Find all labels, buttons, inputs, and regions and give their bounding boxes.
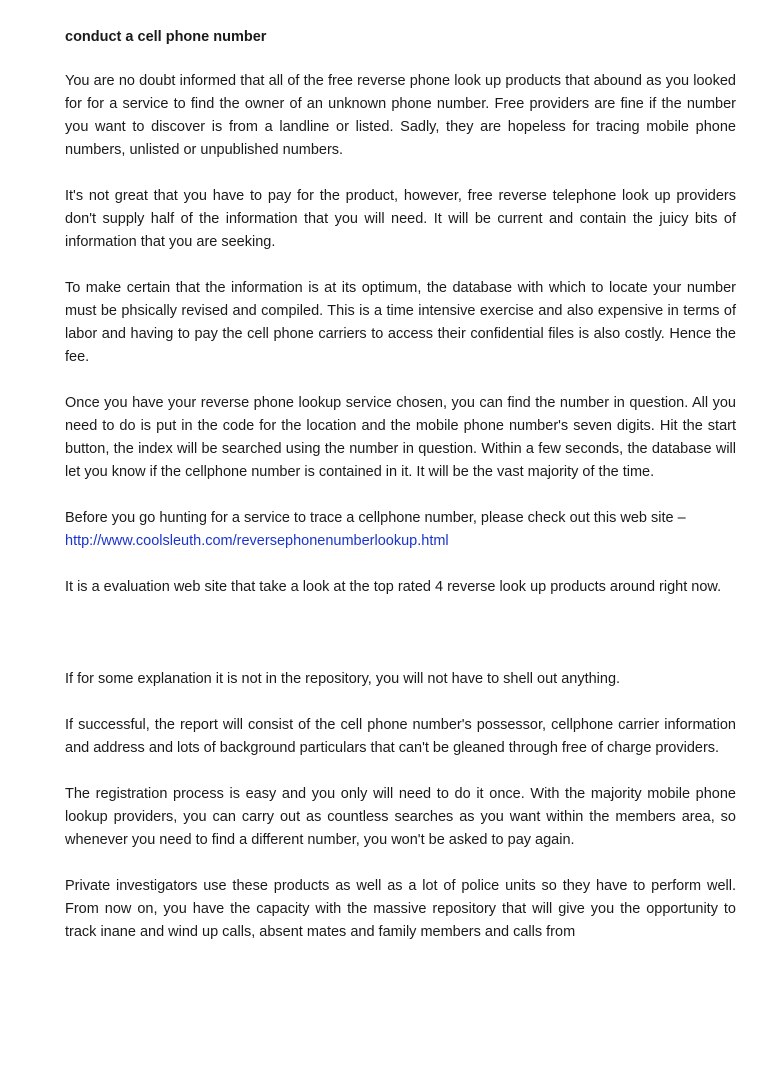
paragraph-check-website — [65, 507, 736, 553]
blank-gap — [65, 622, 736, 668]
paragraph-private-investigators: Private investigators use these products as well as a lot of police units so they have to perform well. From now on, you have the capacity with the massive repository that will give you the opportunity to track inane and wind up calls, absent mates and family members and calls from — [65, 878, 736, 940]
document-page — [65, 26, 736, 967]
paragraph-database-optimum: To make certain that the information is at its optimum, the database with which to locate your number must be phsically revised and compiled. This is a time intensive exercise and also expensive in terms of labor and having to pay the cell phone carriers to access their confidential files is also costly. Hence the fee. — [65, 280, 736, 365]
paragraph-report-contents: If successful, the report will consist of the cell phone number's possessor, cellphone carrier information and address and lots of background particulars that can't be gleaned through free of charge providers. — [65, 717, 736, 756]
document-title: conduct a cell phone number — [65, 29, 267, 45]
paragraph-evaluation-site: It is a evaluation web site that take a look at the top rated 4 reverse look up products around right now. — [65, 579, 722, 595]
paragraph-service-chosen: Once you have your reverse phone lookup service chosen, you can find the number in question. All you need to do is put in the code for the location and the mobile phone number's seven digits. Hit the start button, the index will be searched using the number in question. Within a few seconds, the database will let you know if the cellphone number is contained in it. It will be the vast majority of the time. — [65, 395, 736, 480]
paragraph-registration: The registration process is easy and you only will need to do it once. With the majority mobile phone lookup providers, you can carry out as countless searches as you want within the members area, so whenever you need to find a different number, you won't be asked to pay again. — [65, 786, 736, 848]
paragraph-free-lookup: You are no doubt informed that all of the free reverse phone look up products that abound as you looked for for a service to find the owner of an unknown phone number. Free providers are fine if the number you want to discover is from a landline or listed. Sadly, they are hopeless for tracing mobile phone numbers, unlisted or unpublished numbers. — [65, 73, 736, 158]
paragraph-check-website-text: Before you go hunting for a service to trace a cellphone number, please check out this web site – — [65, 510, 686, 526]
website-link[interactable]: http://www.coolsleuth.com/reversephonenumberlookup.html — [65, 533, 449, 549]
paragraph-pay-for-product: It's not great that you have to pay for the product, however, free reverse telephone look up providers don't supply half of the information that you will need. It will be current and contain the juicy bits of information that you are seeking. — [65, 188, 736, 250]
paragraph-not-in-repository: If for some explanation it is not in the repository, you will not have to shell out anything. — [65, 671, 621, 687]
